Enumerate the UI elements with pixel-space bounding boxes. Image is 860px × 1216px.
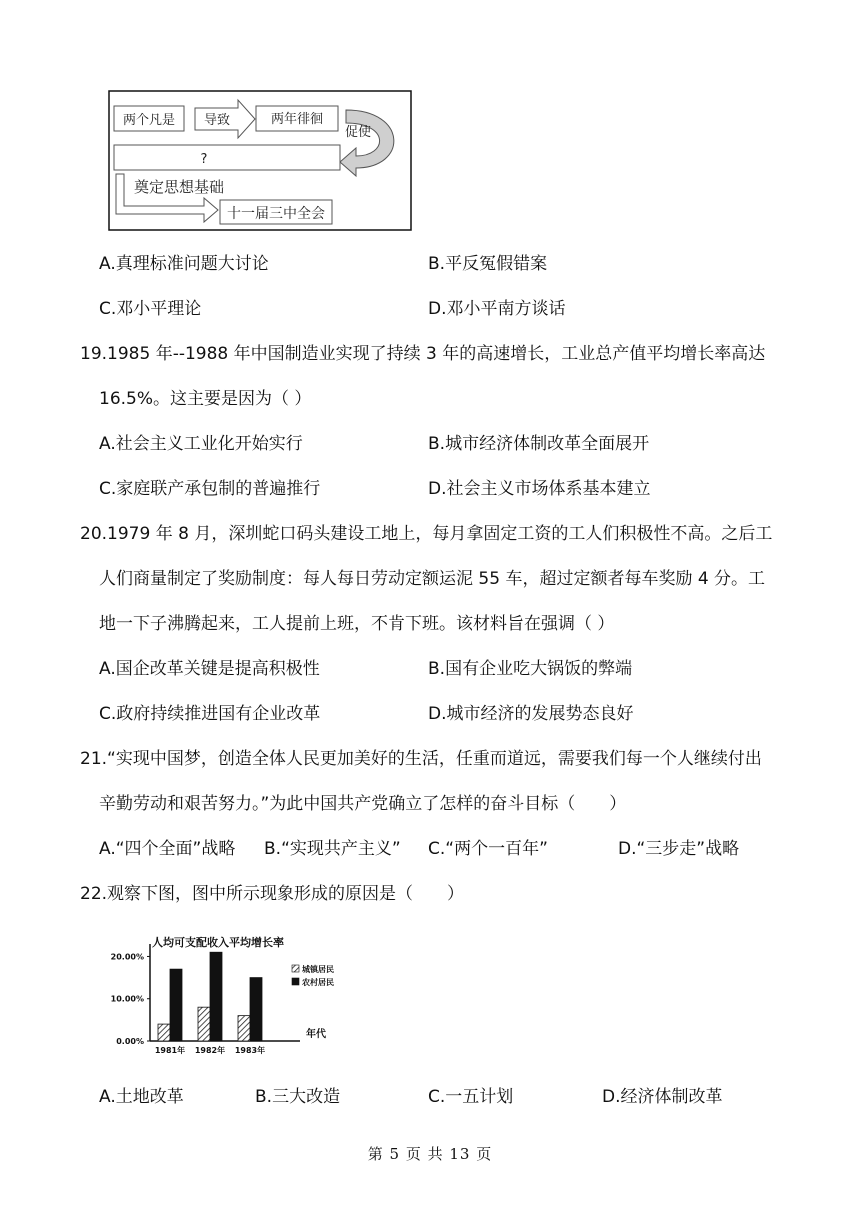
q19-stem-line2: 16.5%。这主要是因为（ ）	[99, 389, 312, 409]
q22-chart	[100, 928, 360, 1063]
arrow-lead-to-label: 导致	[203, 113, 231, 128]
bar-农村居民	[210, 952, 222, 1041]
q22-option-a[interactable]: A.土地改革	[99, 1087, 184, 1107]
q19-option-b[interactable]: B.城市经济体制改革全面展开	[428, 434, 650, 454]
x-tick-label: 1983年	[234, 1046, 266, 1055]
q18-option-a[interactable]: A.真理标准问题大讨论	[99, 254, 269, 274]
q20-option-b[interactable]: B.国有企业吃大锅饭的弊端	[428, 659, 633, 679]
q19-option-d[interactable]: D.社会主义市场体系基本建立	[428, 479, 651, 499]
y-tick-label: 10.00%	[110, 994, 144, 1004]
q21-option-a[interactable]: A.“四个全面”战略	[99, 839, 236, 859]
q21-stem-line1: 21.“实现中国梦，创造全体人民更加美好的生活，任重而道远，需要我们每一个人继续付出	[80, 749, 762, 769]
q22-option-b[interactable]: B.三大改造	[255, 1087, 341, 1107]
bar-城镇居民	[198, 1007, 210, 1041]
q21-option-b[interactable]: B.“实现共产主义”	[264, 839, 401, 859]
q20-stem-line2: 人们商量制定了奖励制度：每人每日劳动定额运泥 55 车，超过定额者每车奖励 4 分。工	[99, 569, 766, 589]
q21-option-d[interactable]: D.“三步走”战略	[618, 839, 740, 859]
legend-swatch	[292, 965, 299, 972]
legend-label: 农村居民	[302, 978, 334, 987]
bar-农村居民	[250, 978, 262, 1041]
q20-option-c[interactable]: C.政府持续推进国有企业改革	[99, 704, 321, 724]
x-tick-label: 1981年	[154, 1046, 186, 1055]
q20-stem-line1: 20.1979 年 8 月，深圳蛇口码头建设工地上，每月拿固定工资的工人们积极性不高。之后工	[80, 524, 773, 544]
q19-stem-line1: 19.1985 年--1988 年中国制造业实现了持续 3 年的高速增长，工业总产值平均增长率高达	[80, 344, 766, 364]
box-two-years-hesitation: 两年徘徊	[270, 112, 324, 127]
q22-chart-svg	[100, 928, 360, 1063]
q18-option-d[interactable]: D.邓小平南方谈话	[428, 299, 566, 319]
arrow-prompt-label: 促使	[344, 125, 372, 140]
box-third-plenum: 十一届三中全会	[227, 206, 325, 222]
q21-stem-line2: 辛勤劳动和艰苦努力。”为此中国共产党确立了怎样的奋斗目标（ ）	[99, 794, 627, 814]
x-axis-label: 年代	[306, 1029, 326, 1040]
legend-swatch	[292, 978, 299, 985]
bar-城镇居民	[158, 1024, 170, 1041]
box-unknown: ?	[200, 152, 208, 167]
bar-农村居民	[170, 969, 182, 1041]
box-two-whatevers: 两个凡是	[122, 113, 176, 128]
q19-option-a[interactable]: A.社会主义工业化开始实行	[99, 434, 303, 454]
q22-option-d[interactable]: D.经济体制改革	[602, 1087, 723, 1107]
q22-option-c[interactable]: C.一五计划	[428, 1087, 514, 1107]
legend-label: 城镇居民	[302, 965, 334, 974]
q20-option-a[interactable]: A.国企改革关键是提高积极性	[99, 659, 320, 679]
q18-option-c[interactable]: C.邓小平理论	[99, 299, 202, 319]
q18-diagram-svg	[108, 90, 412, 231]
q20-stem-line3: 地一下子沸腾起来，工人提前上班，不肯下班。该材料旨在强调（ ）	[99, 614, 615, 634]
y-tick-label: 0.00%	[116, 1037, 144, 1046]
q19-option-c[interactable]: C.家庭联产承包制的普遍推行	[99, 479, 321, 499]
bar-城镇居民	[238, 1016, 250, 1041]
chart-title: 人均可支配收入平均增长率	[152, 936, 284, 949]
q20-option-d[interactable]: D.城市经济的发展势态良好	[428, 704, 634, 724]
q21-option-c[interactable]: C.“两个一百年”	[428, 839, 548, 859]
q22-stem-line1: 22.观察下图，图中所示现象形成的原因是（ ）	[80, 884, 465, 904]
q18-diagram	[108, 90, 412, 231]
foundation-label: 奠定思想基础	[134, 178, 225, 196]
page-footer: 第 5 页 共 13 页	[367, 1145, 493, 1163]
q18-option-b[interactable]: B.平反冤假错案	[428, 254, 548, 274]
y-tick-label: 20.00%	[110, 952, 144, 962]
x-tick-label: 1982年	[194, 1046, 226, 1055]
